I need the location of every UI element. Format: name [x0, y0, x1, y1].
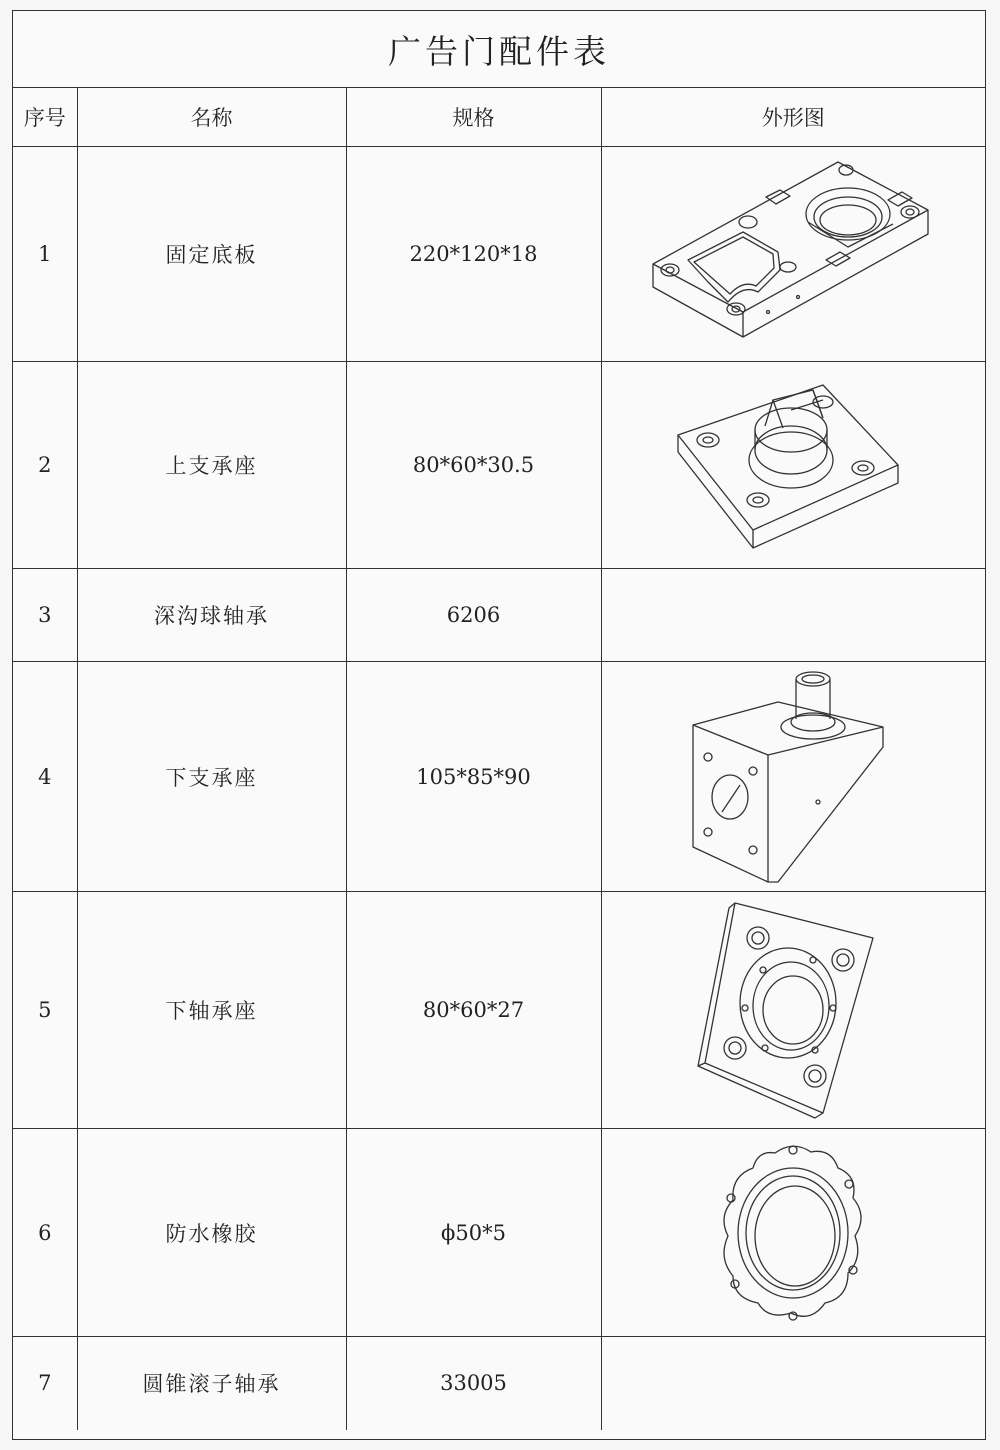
upper-bearing-seat-drawing-icon — [673, 380, 913, 550]
parts-sheet — [12, 10, 986, 1440]
lower-bearing-housing-drawing-icon — [693, 898, 893, 1123]
row-name: 防水橡胶 — [77, 1129, 346, 1337]
row-spec: 80*60*30.5 — [346, 362, 601, 569]
row-name: 固定底板 — [77, 147, 346, 362]
row-index: 7 — [13, 1337, 77, 1430]
parts-table — [13, 88, 985, 1430]
table-row — [13, 147, 985, 362]
table-row — [13, 662, 985, 892]
row-shape — [601, 1337, 985, 1430]
header-spec: 规格 — [346, 88, 601, 147]
row-name: 下轴承座 — [77, 892, 346, 1129]
row-shape — [601, 147, 985, 362]
row-name: 下支承座 — [77, 662, 346, 892]
row-index: 1 — [13, 147, 77, 362]
row-spec: ϕ50*5 — [346, 1129, 601, 1337]
row-shape — [601, 1129, 985, 1337]
row-shape — [601, 892, 985, 1129]
row-spec: 220*120*18 — [346, 147, 601, 362]
table-title: 广告门配件表 — [13, 11, 985, 88]
row-shape — [601, 362, 985, 569]
table-row — [13, 892, 985, 1129]
header-index: 序号 — [13, 88, 77, 147]
row-name: 上支承座 — [77, 362, 346, 569]
row-index: 6 — [13, 1129, 77, 1337]
base-plate-drawing-icon — [648, 152, 938, 357]
table-row — [13, 362, 985, 569]
row-spec: 80*60*27 — [346, 892, 601, 1129]
row-index: 4 — [13, 662, 77, 892]
table-row — [13, 569, 985, 662]
rubber-gasket-drawing-icon — [713, 1138, 873, 1328]
row-shape — [601, 662, 985, 892]
row-spec: 105*85*90 — [346, 662, 601, 892]
header-shape: 外形图 — [601, 88, 985, 147]
row-name: 深沟球轴承 — [77, 569, 346, 662]
row-index: 3 — [13, 569, 77, 662]
row-index: 5 — [13, 892, 77, 1129]
lower-support-bracket-drawing-icon — [678, 667, 908, 887]
header-name: 名称 — [77, 88, 346, 147]
row-index: 2 — [13, 362, 77, 569]
row-spec: 6206 — [346, 569, 601, 662]
row-spec: 33005 — [346, 1337, 601, 1430]
table-row — [13, 1129, 985, 1337]
row-shape — [601, 569, 985, 662]
table-row — [13, 1337, 985, 1430]
header-row — [13, 88, 985, 147]
row-name: 圆锥滚子轴承 — [77, 1337, 346, 1430]
